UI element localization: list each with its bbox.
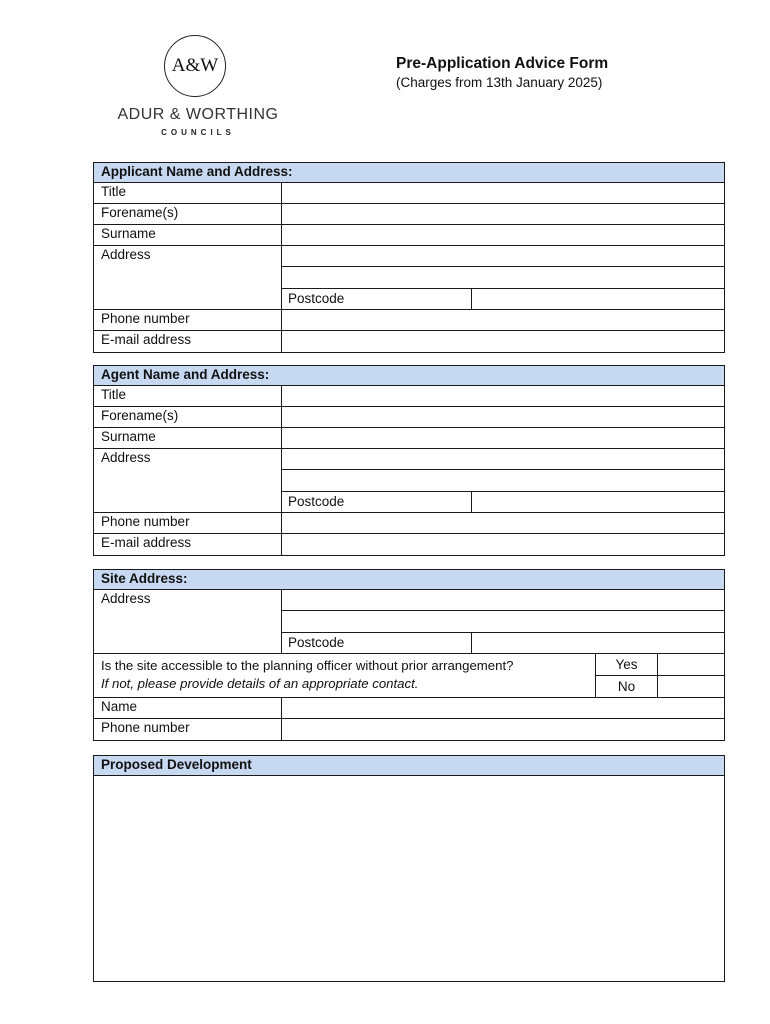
site-access-no-box[interactable] xyxy=(658,676,724,697)
site-access-question-note: If not, please provide details of an appropriate contact. xyxy=(101,676,419,691)
applicant-forename-label: Forename(s) xyxy=(94,204,282,224)
agent-address-line-1[interactable] xyxy=(282,449,724,470)
form-title: Pre-Application Advice Form xyxy=(396,55,609,72)
agent-forename-field[interactable] xyxy=(282,407,724,427)
agent-surname-label: Surname xyxy=(94,428,282,448)
applicant-address-line-2[interactable] xyxy=(282,267,724,288)
applicant-address-line-1[interactable] xyxy=(282,246,724,267)
agent-phone-row xyxy=(94,513,724,534)
applicant-postcode-label: Postcode xyxy=(282,289,472,309)
agent-address-line-2[interactable] xyxy=(282,470,724,491)
development-description-field[interactable] xyxy=(94,776,724,981)
site-access-no-label: No xyxy=(596,676,658,697)
agent-title-row xyxy=(94,386,724,407)
council-logo xyxy=(100,35,296,145)
agent-section xyxy=(93,365,725,556)
agent-postcode-label: Postcode xyxy=(282,492,472,512)
agent-heading: Agent Name and Address: xyxy=(94,366,724,386)
applicant-title-label: Title xyxy=(94,183,282,203)
site-address-line-1[interactable] xyxy=(282,590,724,611)
agent-address-block xyxy=(94,449,724,513)
applicant-email-row xyxy=(94,331,724,352)
agent-phone-field[interactable] xyxy=(282,513,724,533)
site-access-row xyxy=(94,654,724,698)
applicant-forename-row xyxy=(94,204,724,225)
development-section xyxy=(93,755,725,982)
agent-email-row xyxy=(94,534,724,555)
agent-email-field[interactable] xyxy=(282,534,724,555)
site-access-question-text: Is the site accessible to the planning officer without prior arrangement? xyxy=(101,658,514,673)
applicant-email-field[interactable] xyxy=(282,331,724,352)
applicant-postcode-field[interactable] xyxy=(472,289,724,309)
applicant-surname-field[interactable] xyxy=(282,225,724,245)
applicant-section xyxy=(93,162,725,353)
logo-name: ADUR & WORTHING xyxy=(117,106,279,123)
agent-title-label: Title xyxy=(94,386,282,406)
applicant-title-field[interactable] xyxy=(282,183,724,203)
agent-address-label: Address xyxy=(94,449,282,512)
applicant-address-label: Address xyxy=(94,246,282,309)
site-address-label: Address xyxy=(94,590,282,653)
logo-monogram: A&W xyxy=(164,35,226,97)
applicant-forename-field[interactable] xyxy=(282,204,724,224)
site-access-yes-label: Yes xyxy=(596,654,658,675)
agent-phone-label: Phone number xyxy=(94,513,282,533)
development-heading: Proposed Development xyxy=(94,756,724,776)
site-postcode-field[interactable] xyxy=(472,633,724,653)
site-address-block xyxy=(94,590,724,654)
agent-surname-field[interactable] xyxy=(282,428,724,448)
applicant-phone-row xyxy=(94,310,724,331)
agent-postcode-field[interactable] xyxy=(472,492,724,512)
applicant-surname-label: Surname xyxy=(94,225,282,245)
site-postcode-label: Postcode xyxy=(282,633,472,653)
applicant-phone-field[interactable] xyxy=(282,310,724,330)
applicant-heading: Applicant Name and Address: xyxy=(94,163,724,183)
applicant-address-block xyxy=(94,246,724,310)
applicant-surname-row xyxy=(94,225,724,246)
site-address-line-2[interactable] xyxy=(282,611,724,632)
site-access-options xyxy=(596,654,724,697)
site-contact-name-label: Name xyxy=(94,698,282,718)
site-contact-phone-label: Phone number xyxy=(94,719,282,740)
agent-email-label: E-mail address xyxy=(94,534,282,555)
logo-subtitle: COUNCILS xyxy=(161,128,235,137)
site-contact-phone-row xyxy=(94,719,724,740)
agent-title-field[interactable] xyxy=(282,386,724,406)
agent-forename-row xyxy=(94,407,724,428)
site-contact-name-row xyxy=(94,698,724,719)
agent-surname-row xyxy=(94,428,724,449)
applicant-phone-label: Phone number xyxy=(94,310,282,330)
site-contact-phone-field[interactable] xyxy=(282,719,724,740)
site-section xyxy=(93,569,725,741)
site-access-yes-box[interactable] xyxy=(658,654,724,675)
site-access-question xyxy=(94,654,596,697)
site-heading: Site Address: xyxy=(94,570,724,590)
applicant-title-row xyxy=(94,183,724,204)
applicant-email-label: E-mail address xyxy=(94,331,282,352)
site-contact-name-field[interactable] xyxy=(282,698,724,718)
form-subtitle: (Charges from 13th January 2025) xyxy=(396,75,603,90)
agent-forename-label: Forename(s) xyxy=(94,407,282,427)
